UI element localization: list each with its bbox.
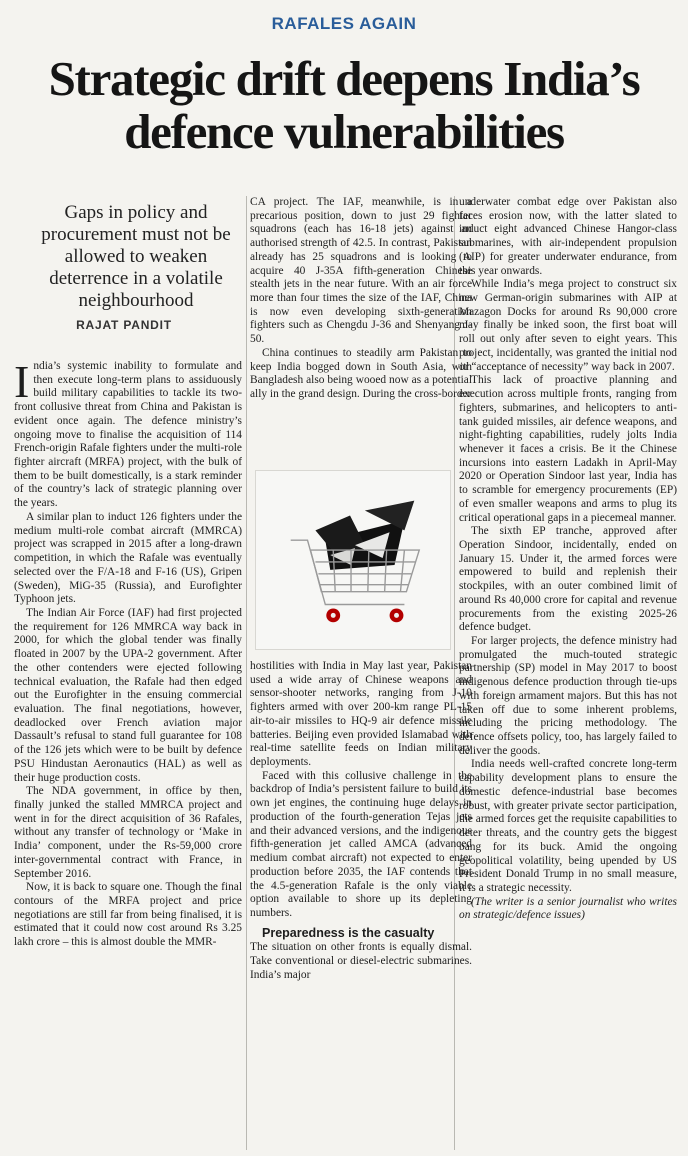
paragraph: Now, it is back to square one. Though the final contours of the MRFA project and price negotiations are still far from being finalised, it is estimated that it could now cost around Rs 3.25 lakh crore – this is almost double the MMR- <box>14 881 242 949</box>
shopping-cart-with-fighter-jets-icon <box>256 471 450 649</box>
article-column-1 <box>14 360 242 1150</box>
drop-cap: I <box>14 360 30 407</box>
paragraph: This lack of proactive planning and execution across multiple fronts, ranging from fighters, submarines, and helicopters to anti-tank guided missiles, air defence weapons, and night-fighting capabilities, rudely jolts India whenever it faces a crisis. Be it the Chinese incursions into eastern Ladakh in April-May 2020 or Operation Sindoor last year, India has to scramble for emergency procurements (EP) of even smaller weapons and arms to plug its critical operational gaps in a piecemeal manner. <box>459 374 677 524</box>
column-divider <box>246 196 247 1150</box>
subhead: Preparedness is the casualty <box>262 925 435 940</box>
paragraph: The sixth EP tranche, approved after Operation Sindoor, incidentally, ended on January 15. Under it, the armed forces were empowered to build and replenish their stockpiles, with an outer combined limit of around Rs 40,000 crore for capital and revenue procurements from the existing 2025-26 defence budget. <box>459 525 677 634</box>
author-note: (The writer is a senior journalist who writes on strategic/defence issues) <box>459 895 677 922</box>
paragraph: CA project. The IAF, meanwhile, is in a precarious position, down to just 29 fighter squadrons (each has 16-18 jets) against an authorised strength of 42.5. In contrast, Pakistan already has 25 squadrons and is looking to acquire 40 J-35A fifth-generation Chinese stealth jets in the near future. With an air force more than four times the size of the IAF, China is now even developing sixth-generation fighters such as Chengdu J-36 and Shenyang J-50. <box>250 196 472 346</box>
headline: Strategic drift deepens India’s defence vulnerabilities <box>48 51 640 159</box>
article-column-3 <box>459 196 677 1150</box>
article-column-2-bottom <box>250 660 472 1150</box>
paragraph: China continues to steadily arm Pakistan to keep India bogged down in South Asia, with Bangladesh also being wooed now as a potential ally in the grand design. During the cross-border <box>250 346 472 401</box>
paragraph: For larger projects, the defence ministry had promulgated the much-touted strategic partnership (SP) model in May 2017 to boost indigenous defence production through tie-ups with foreign armament majors. But this has not taken off due to some inherent problems, including the pricing methodology. The defence offsets policy, too, has largely failed to deliver the goods. <box>459 635 677 757</box>
paragraph: The situation on other fronts is equally dismal. Take conventional or diesel-electric submarines. India’s major <box>250 941 472 981</box>
paragraph: underwater combat edge over Pakistan also faces erosion now, with the latter slated to induct eight advanced Chinese Hangor-class submarines, with air-independent propulsion (AIP) for greater underwater endurance, from this year onwards. <box>459 196 677 277</box>
paragraph-text: ndia’s systemic inability to formulate and then execute long-term plans to assiduously build military capabilities to tackle its two-front collusive threat from China and Pakistan is evident once again. The defence ministry’s ongoing move to finalise the acquisition of 114 French-origin Rafale fighters under the multi-role fighter aircraft (MRFA) project, with the bulk of them to be built domestically, is a stark reminder of the country’s lack of strategic planning over the years. <box>14 360 242 510</box>
byline: RAJAT PANDIT <box>76 318 172 332</box>
paragraph: hostilities with India in May last year, Pakistan used a wide array of Chinese weapons and sensor-shooter networks, ranging from J-10 fighters armed with over 200-km range PL-15 air-to-air missiles to HQ-9 air defence missile batteries. Beijing even provided Islamabad with real-time satellite feeds on Indian military deployments. <box>250 660 472 769</box>
paragraph: India needs well-crafted concrete long-term capability development plans to ensure the domestic defence-industrial base becomes robust, with greater private sector participation, the armed forces get the requisite capabilities to deter threats, and the country gets the biggest bang for its buck. Amid the ongoing geopolitical volatility, being upended by US President Donald Trump in no small measure, it is a strategic necessity. <box>459 758 677 894</box>
paragraph: While India’s mega project to construct six new German-origin submarines with AIP at Mazagon Docks for around Rs 90,000 crore may finally be inked soon, the first boat will roll out only after seven to eight years. This project, incidentally, was granted the initial nod or “acceptance of necessity” way back in 2007. <box>459 278 677 373</box>
standfirst: Gaps in policy and procurement must not be allowed to weaken deterrence in a volatile neighbourhood <box>41 202 231 311</box>
paragraph: Faced with this collusive challenge in the backdrop of India’s persistent failure to build its own jet engines, the continuing huge delays in production of the fourth-generation Tejas jets and their advanced versions, and the indigenous fifth-generation jet called AMCA (advanced medium combat aircraft) not expected to enter production before 2035, the IAF contends that the 4.5-generation Rafale is the only viable option available to shore up its depleting numbers. <box>250 769 472 919</box>
paragraph: A similar plan to induct 126 fighters under the medium multi-role combat aircraft (MMRCA) project was scrapped in 2015 after a long-drawn competition, in which the Rafale was eventually selected over the F/A-18 and F-16 (US), Gripen (Sweden), MiG-35 (Russia), and Eurofighter Typhoon jets. <box>14 510 242 606</box>
paragraph: The NDA government, in office by then, finally junked the stalled MMRCA project and went in for the direct acquisition of 36 Rafales, without any transfer of technology or ‘Make in India’ component, under the Rs-59,000 crore inter-governmental contract with France, in September 2016. <box>14 785 242 880</box>
illustration <box>255 470 451 650</box>
section-kicker: RAFALES AGAIN <box>271 14 417 33</box>
paragraph: The Indian Air Force (IAF) had first projected the requirement for 126 MMRCA way back in 2000, for which the global tender was finally floated in 2007 by the UPA-2 government. After the other contenders were ejected following technical evaluation, the Rafale had then edged out the Eurofighter in the ensuing commercial evaluation. The final negotiations, however, deadlocked over French aviation major Dassault’s refusal to stand full guarantee for 108 of the 126 jets which were to be built by defence PSU Hindustan Aeronautics (HAL) as well as their huge production costs. <box>14 606 242 784</box>
article-column-2-top <box>250 196 472 460</box>
paragraph <box>14 360 242 511</box>
